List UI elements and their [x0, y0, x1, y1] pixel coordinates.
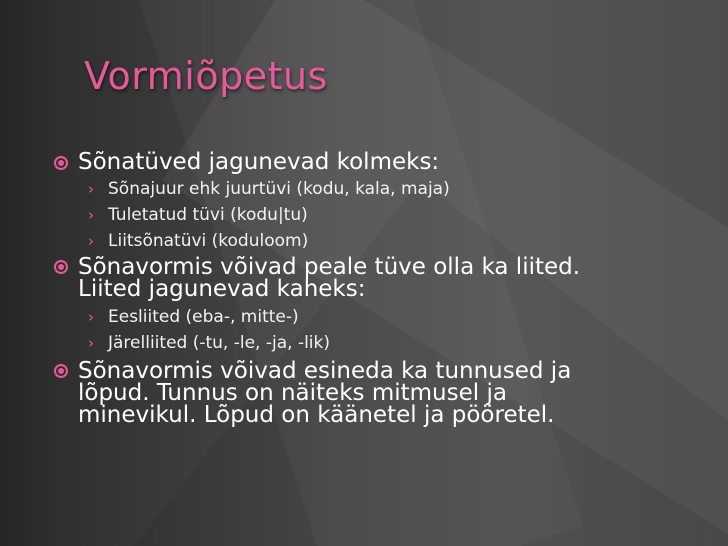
bullet-text-line: lõpud. Tunnus on näiteks mitmusel ja [78, 380, 507, 406]
sub-bullet-text: Eesliited (eba-, mitte-) [108, 307, 299, 327]
chevron-right-icon: › [88, 334, 94, 352]
sub-bullet-item [54, 304, 694, 330]
chevron-right-icon: › [88, 232, 94, 250]
bullet-item [54, 256, 694, 300]
slide-content [54, 148, 694, 426]
chevron-right-icon: › [88, 206, 94, 224]
chevron-right-icon: › [88, 308, 94, 326]
sub-bullet-text: Sõnajuur ehk juurtüvi (kodu, kala, maja) [108, 179, 450, 199]
bullet-text-line: minevikul. Lõpud on käänetel ja pööretel. [78, 402, 555, 428]
sub-bullet-item [54, 176, 694, 202]
sub-bullet-item [54, 330, 694, 356]
bullet-item [54, 148, 694, 176]
bullet-text-line: Sõnavormis võivad esineda ka tunnused ja [78, 358, 572, 384]
slide-title: Vormiõpetus [84, 54, 328, 98]
bullet-text-line: Liited jagunevad kaheks: [78, 276, 366, 302]
bullet-icon [54, 156, 68, 170]
sub-bullet-text: Tuletatud tüvi (kodu|tu) [108, 205, 308, 225]
sub-bullet-item [54, 202, 694, 228]
sub-bullet-text: Järelliited (-tu, -le, -ja, -lik) [108, 333, 330, 353]
bullet-text-line: Sõnavormis võivad peale tüve olla ka liited. [78, 254, 581, 280]
bullet-icon [54, 364, 68, 378]
sub-bullet-item [54, 228, 694, 254]
sub-bullet-text: Liitsõnatüvi (koduloom) [108, 231, 309, 251]
bullet-icon [54, 260, 68, 274]
bullet-item [54, 360, 694, 426]
bullet-text: Sõnatüved jagunevad kolmeks: [78, 149, 440, 175]
chevron-right-icon: › [88, 180, 94, 198]
